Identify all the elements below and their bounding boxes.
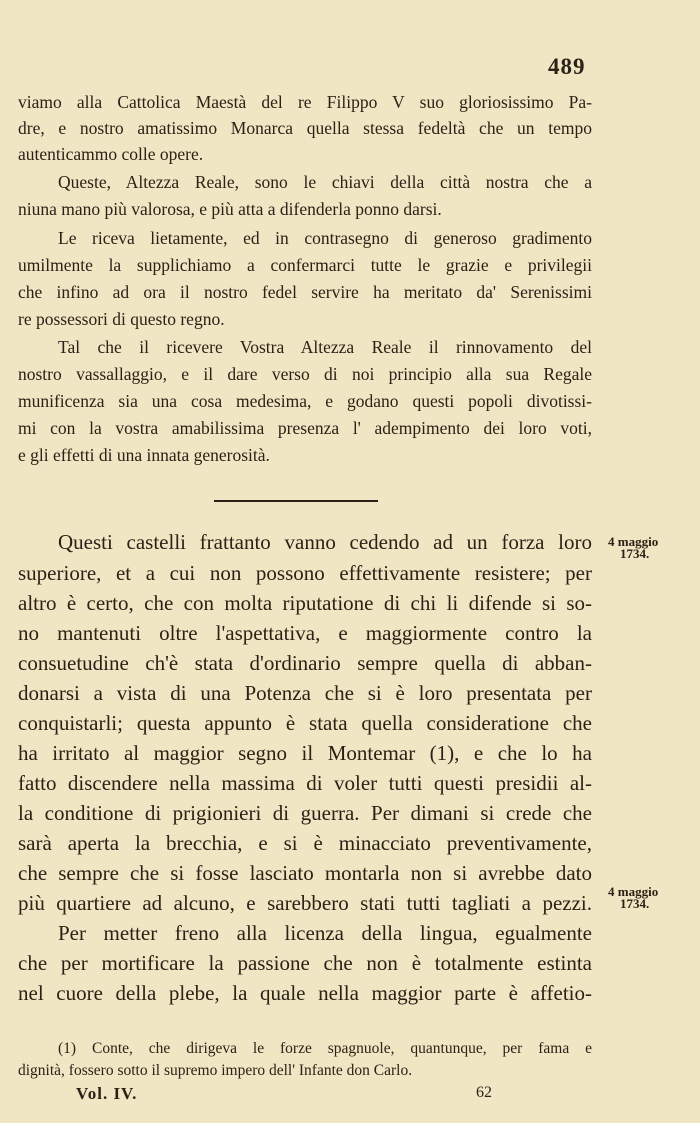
text-line: consuetudine ch'è stata d'ordinario sempre quella di abban- bbox=[18, 651, 592, 675]
text-line: munificenza sia una cosa medesima, e godano questi popoli divotissi- bbox=[18, 391, 592, 411]
text-line: autenticammo colle opere. bbox=[18, 144, 204, 164]
text-line: umilmente la supplichiamo a confermarci tutte le grazie e privilegii bbox=[18, 255, 592, 275]
text-line: fatto discendere nella massima di voler tutti questi presidii al- bbox=[18, 771, 592, 795]
text-line: Per metter freno alla licenza della lingua, egualmente bbox=[58, 921, 592, 945]
signature-mark: 62 bbox=[476, 1084, 492, 1101]
page-footer bbox=[0, 1084, 700, 1108]
text-line: più quartiere ad alcuno, e sarebbero stati tutti tagliati a pezzi. bbox=[18, 891, 592, 915]
text-line: niuna mano più valorosa, e più atta a difenderla ponno darsi. bbox=[18, 199, 442, 219]
text-line: Le riceva lietamente, ed in contrasegno di generoso gradimento bbox=[58, 228, 592, 248]
text-line: no mantenuti oltre l'aspettativa, e maggiormente contro la bbox=[18, 621, 592, 645]
text-line: Tal che il ricevere Vostra Altezza Reale il rinnovamento del bbox=[58, 337, 592, 357]
text-line: donarsi a vista di una Potenza che si è loro presentata per bbox=[18, 681, 592, 705]
section-divider bbox=[214, 500, 378, 502]
text-line: Questi castelli frattanto vanno cedendo ad un forza loro bbox=[58, 530, 592, 554]
text-line: superiore, et a cui non possono effettivamente resistere; per bbox=[18, 561, 592, 585]
text-line: ha irritato al maggior segno il Montemar (1), e che lo ha bbox=[18, 741, 592, 765]
text-line: e gli effetti di una innata generosità. bbox=[18, 445, 270, 465]
text-line: altro è certo, che con molta riputatione di chi li difende si so- bbox=[18, 591, 592, 615]
page-number: 489 bbox=[548, 54, 586, 79]
text-line: viamo alla Cattolica Maestà del re Filippo V suo gloriosissimo Pa- bbox=[18, 92, 592, 112]
margin-date: 4 maggio bbox=[608, 534, 659, 549]
text-line: conquistarli; questa appunto è stata quella consideratione che bbox=[18, 711, 592, 735]
text-line: nostro vassallaggio, e il dare verso di noi principio alla sua Regale bbox=[18, 364, 592, 384]
text-line: Queste, Altezza Reale, sono le chiavi della città nostra che a bbox=[58, 172, 592, 192]
margin-date-note bbox=[608, 536, 696, 560]
text-line: mi con la vostra amabilissima presenza l' adempimento dei loro voti, bbox=[18, 418, 592, 438]
margin-year: 1734. bbox=[620, 546, 650, 561]
text-line: dre, e nostro amatissimo Monarca quella stessa fedeltà che un tempo bbox=[18, 118, 592, 138]
text-line: la conditione di prigionieri di guerra. Per dimani si crede che bbox=[18, 801, 592, 825]
text-line: che sempre che si fosse lasciato montarla non si avrebbe dato bbox=[18, 861, 592, 885]
text-line: che per mortificare la passione che non è totalmente estinta bbox=[18, 951, 592, 975]
text-line: nel cuore della plebe, la quale nella maggior parte è affetio- bbox=[18, 981, 592, 1005]
margin-date: 4 maggio bbox=[608, 884, 659, 899]
margin-year: 1734. bbox=[620, 896, 650, 911]
text-line: che infino ad ora il nostro fedel servire ha meritato da' Serenissimi bbox=[18, 282, 592, 302]
footnote-line: (1) Conte, che dirigeva le forze spagnuole, quantunque, per fama e bbox=[58, 1040, 592, 1057]
footnote-line: dignità, fossero sotto il supremo impero dell' Infante don Carlo. bbox=[18, 1062, 413, 1079]
volume-label: Vol. IV. bbox=[76, 1084, 138, 1103]
text-line: re possessori di questo regno. bbox=[18, 309, 225, 329]
text-line: sarà aperta la brecchia, e si è minacciato preventivamente, bbox=[18, 831, 592, 855]
margin-date-note bbox=[608, 886, 696, 910]
